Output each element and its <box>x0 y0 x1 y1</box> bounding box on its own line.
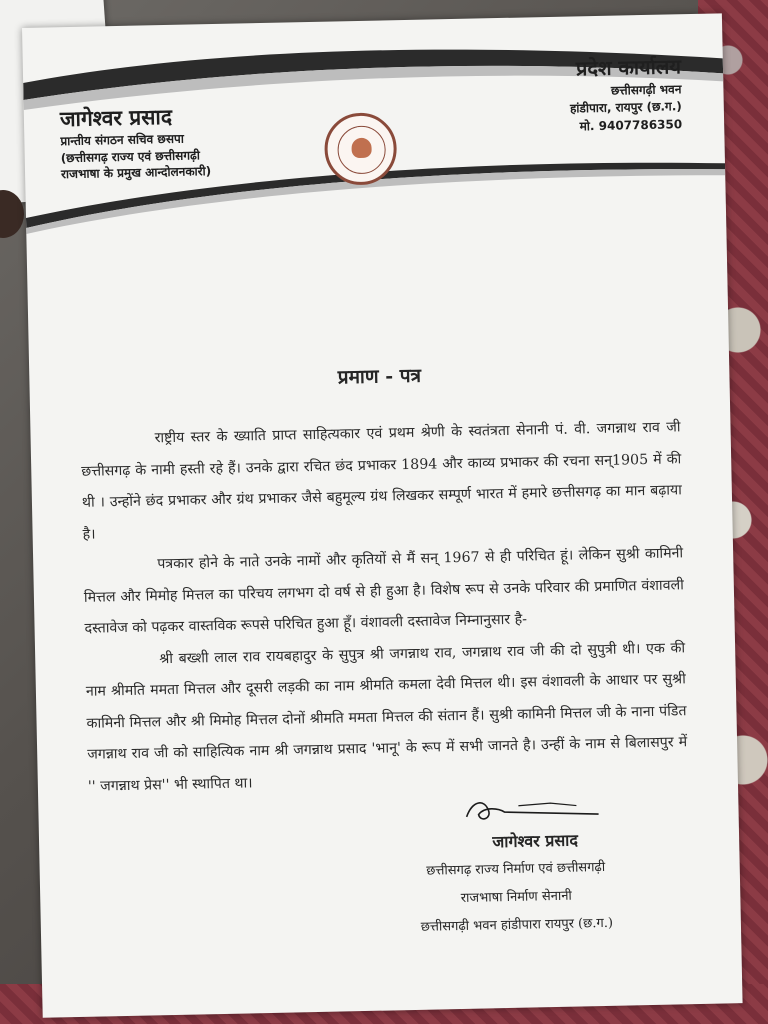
sender-info <box>60 101 272 182</box>
signatory-title-line-2: राजभाषा निर्माण सेनानी <box>460 888 572 906</box>
document-title: प्रमाण - पत्र <box>337 364 422 389</box>
office-title: प्रदेश कार्यालय <box>575 54 682 81</box>
sender-description-line-1: (छत्तीसगढ़ राज्य एवं छत्तीसगढ़ी <box>60 147 200 165</box>
handwritten-signature <box>458 792 609 831</box>
body-paragraph-3: श्री बख्शी लाल राव रायबहादुर के सुपुत्र श्री जगन्नाथ राव, जगन्नाथ राव जी की दो सुपुत्री थी। एक की नाम श्रीमति ममता मित्तल और दूसरी लड़की का नाम श्रीमति कमला देवी मित्तल थी। इस वंशावली के आधार पर सुश्री कामिनी मित्तल और श्री मिमोह मित्तल दोनों श्रीमति ममता मित्तल की संतान हैं। सुश्री कामिनी मित्तल जी के नाना पंडित जगन्नाथ राव जी को साहित्यिक नाम श्री जगन्नाथ प्रसाद 'भानू' के रूप में सभी जानते है। उन्हीं के नाम से बिलासपुर में '' जगन्नाथ प्रेस'' भी स्थापित था। <box>85 639 688 795</box>
sender-designation: प्रान्तीय संगठन सचिव छसपा <box>60 131 185 149</box>
sender-description-line-2: राजभाषा के प्रमुख आन्दोलनकारी) <box>60 163 212 181</box>
office-info <box>511 52 683 137</box>
office-phone: मो. 9407786350 <box>579 116 683 134</box>
seal-emblem-icon <box>351 138 371 158</box>
signatory-title-line-1: छत्तीसगढ़ राज्य निर्माण एवं छत्तीसगढ़ी <box>426 859 606 879</box>
document-body <box>80 412 688 802</box>
body-paragraph-2: पत्रकार होने के नाते उनके नामों और कृतियों से मैं सन् 1967 से ही परिचित हूं। लेकिन सुश्री कामिनी मित्तल और मिमोह मित्तल का परिचय लगभग दो वर्ष से ही हुआ है। विशेष रूप से उनके परिवार की प्रमाणित वंशावली दस्तावेज को पढ़कर वास्तविक रूपसे परिचित हुआ हूँ। वंशावली दस्तावेज निम्नानुसार है- <box>83 545 684 637</box>
certificate-letter <box>22 13 743 1017</box>
office-address: हांडीपारा, रायपुर (छ.ग.) <box>569 99 682 116</box>
signature-block <box>365 827 667 943</box>
sender-name: जागेश्वर प्रसाद <box>59 104 173 132</box>
signatory-name: जागेश्वर प्रसाद <box>492 830 579 852</box>
body-paragraph-1: राष्ट्रीय स्तर के ख्याति प्राप्त साहित्यकार एवं प्रथम श्रेणी के स्वतंत्रता सेनानी पं. वी. जगन्नाथ राव जी छत्तीसगढ़ के नामी हस्ती रहे हैं। उनके द्वारा रचित छंद प्रभाकर 1894 और काव्य प्रभाकर की रचना सन्1905 में की थी । उन्होंने छंद प्रभाकर और ग्रंथ प्रभाकर जैसे बहुमूल्य ग्रंथ लिखकर सम्पूर्ण भारत में हमारे छत्तीसगढ़ का मान बढ़ाया है। <box>81 419 682 543</box>
office-building: छत्तीसगढ़ी भवन <box>610 82 682 98</box>
signatory-address: छत्तीसगढ़ी भवन हांडीपारा रायपुर (छ.ग.) <box>420 915 614 935</box>
